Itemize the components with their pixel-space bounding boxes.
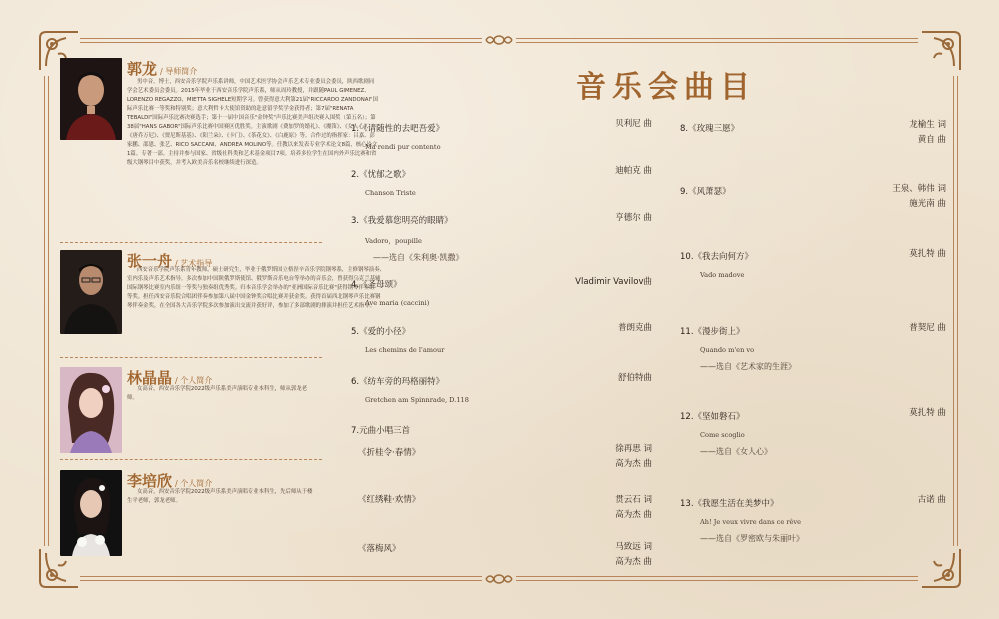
piece-title: 《红绣鞋·欢情》 — [358, 495, 421, 505]
frame-top-line — [516, 38, 918, 39]
piece-title: 3.《我爱慕您明亮的眼睛》 — [351, 216, 453, 226]
profile-bio: 西安音乐学院声乐系青年教师，硕士研究生，毕业于俄罗斯国立格涅辛音乐学院钢琴系，主修钢琴演奏、室内乐及声乐艺术指导。多次参加中国陕俄罗斯使馆、俄罗斯音乐电台等举办的音乐会，曾获得乌克兰基辅国际钢琴比赛室内乐组一等奖与独奏组优秀奖。归本音乐学会举办的"亚洲国际音乐比赛"获得钢琴伴奏组一等奖。担任西安音乐院合唱团伴奏参加第八届中国金钟奖合唱比赛并获金奖。获得首届西北钢琴声乐比赛钢琴伴奏金奖。在全国各大音乐学院多次参加演出交流并获好评，参加了多部歌剧的排演并担任艺术指导。 — [127, 267, 385, 309]
portrait-photo — [60, 58, 122, 140]
frame-bottom-line — [516, 580, 918, 581]
piece-title: 10.《我去向何方》 — [680, 252, 754, 262]
frame-bottom-line — [80, 576, 482, 577]
piece-original-title: Les chemins de l'amour — [365, 346, 445, 354]
piece-credit: 普契尼 曲 — [909, 323, 946, 333]
profile-role: / 个人简介 — [175, 479, 213, 488]
program-item — [351, 122, 551, 151]
piece-credit: 莫扎特 曲 — [909, 408, 946, 418]
profile-guo-long — [60, 58, 378, 238]
piece-title: 11.《漫步街上》 — [680, 327, 745, 337]
program-item — [358, 493, 558, 505]
piece-credit: 莫扎特 曲 — [909, 249, 946, 259]
piece-original-title: Ave maria (caccini) — [365, 299, 430, 307]
program-item — [351, 325, 551, 354]
piece-credit: 古诺 曲 — [917, 495, 946, 505]
center-ornament-icon — [484, 32, 514, 46]
piece-original-title: Quando m'en vo — [700, 346, 755, 354]
piece-original-title: Ah! Je veux vivre dans ce rêve — [700, 518, 802, 526]
frame-top-line — [80, 38, 482, 39]
program-item — [351, 375, 551, 404]
frame-top-line — [80, 42, 482, 43]
profile-name: 李培欣 — [127, 472, 173, 490]
piece-credit: Vladimir Vavilov曲 — [575, 277, 652, 287]
frame-bottom-line — [516, 576, 918, 577]
profile-name: 郭龙 — [127, 60, 158, 78]
piece-title: 6.《纺车旁的玛格丽特》 — [351, 377, 445, 387]
piece-credit: 舒伯特曲 — [617, 373, 652, 383]
name-row — [127, 58, 197, 79]
program-item — [351, 278, 551, 307]
piece-title: 4.《圣母颂》 — [351, 280, 402, 290]
piece-source: ——选自《罗密欧与朱丽叶》 — [700, 534, 804, 543]
piece-title: 《落梅风》 — [358, 544, 401, 554]
piece-credit: 贝利尼 曲 — [615, 119, 652, 129]
piece-original-title: Vado madove — [700, 271, 745, 279]
piece-credit: 普朗克曲 — [617, 323, 652, 333]
profile-li-peixin — [60, 470, 322, 556]
section-divider — [60, 459, 322, 460]
piece-credit: 王泉、韩伟 词 施光南 曲 — [892, 184, 946, 209]
piece-credit: 徐再思 词 高为杰 曲 — [615, 444, 652, 469]
piece-title: 2.《忧郁之歌》 — [351, 170, 411, 180]
frame-top-line — [516, 42, 918, 43]
piece-title: 13.《我愿生活在美梦中》 — [680, 499, 779, 509]
frame-bottom-line — [80, 580, 482, 581]
piece-original-title: Gretchen am Spinnrade, D.118 — [365, 396, 469, 404]
frame-right-line — [953, 76, 954, 546]
piece-credit: 亨德尔 曲 — [615, 213, 652, 223]
section-divider — [60, 242, 322, 243]
profile-role: / 导师简介 — [160, 67, 198, 76]
piece-title: 9.《风萧瑟》 — [680, 187, 731, 197]
piece-title: 5.《爱的小径》 — [351, 327, 411, 337]
frame-left-line — [44, 76, 45, 546]
frame-right-line — [957, 76, 958, 546]
piece-credit: 马致远 词 高为杰 曲 — [615, 542, 652, 567]
profile-name: 林晶晶 — [127, 369, 173, 387]
program-item — [680, 122, 860, 134]
frame-left-line — [48, 76, 49, 546]
program-item — [351, 168, 551, 197]
piece-title: 1.《请随性的去吧吾爱》 — [351, 124, 445, 134]
piece-credit: 迪帕克 曲 — [615, 166, 652, 176]
piece-credit: 龙榆生 词 黄自 曲 — [909, 120, 946, 145]
program-item — [351, 424, 551, 436]
profile-bio: 女高音，西安音乐学院2022级声乐系美声演唱专业本科生，先后师从于楼生平老师，郭龙老师。 — [127, 489, 313, 504]
piece-source: ——选自《女人心》 — [700, 447, 772, 456]
profile-role: / 艺术指导 — [175, 259, 213, 268]
profile-lin-jingjing — [60, 367, 322, 453]
piece-source: ——选自《艺术家的生涯》 — [700, 362, 796, 371]
corner-ornament-icon — [918, 545, 964, 591]
piece-original-title: Vadoro，poupille — [365, 237, 422, 245]
portrait-photo — [60, 250, 122, 334]
program-item — [358, 446, 558, 458]
portrait-photo — [60, 367, 122, 453]
piece-title: 12.《坚如磐石》 — [680, 412, 745, 422]
piece-title: 《折桂令·春情》 — [358, 448, 421, 458]
piece-source: ——选自《朱利奥·凯撒》 — [373, 253, 464, 262]
center-ornament-icon — [484, 571, 514, 585]
piece-title: 8.《玫瑰三愿》 — [680, 124, 740, 134]
piece-credit: 贯云石 词 高为杰 曲 — [615, 495, 652, 520]
profile-bio: 男中音，博士，西安音乐学院声乐系讲师，中国艺术医学协会声乐艺术专业委员会委员，陕西歌剧同学会艺术委员会委员。2015年毕业于西安音乐学院声乐系，师从周玲教授，并跟随PAUL GIMENEZ、LORENZO REGAZZO、MIETTA SIGHELE短期学习。曾获得意大利第21届"RICCARDO ZANDONAI"国际声乐比赛一等奖和特别奖；意大利哲卡大使馆资助的赴意留学奖学金获得者；第7届"RENATA TEBALDI"国际声乐比赛决赛选手；第十一届中国音乐"金钟奖"声乐比赛美声组决赛入围奖（第五名）；第38届"HANS GABOR"国际声乐比赛中国赛区优胜奖。主演歌剧《费加罗的婚礼》、《魔笛》、《女人心》、《唐乔万尼》、《贾尼斯基基》、《阳兰朵》、《卡门》、《茶花女》、《白鹿原》等。合作过的指挥家：吕嘉、彭家鹏、邵恩、张艺、RICO SACCANI、ANDREA MOLINO等。任教以来发表专业学术论文8篇，核心论文1篇。专著一部。主持并参与国家、省级社科类和艺术基金项目7项。培养多位学生在国内外声乐比赛和省级大钢琴目中获奖，并考入欧美音乐名校继续进行深造。 — [127, 79, 378, 166]
program-item — [358, 542, 558, 554]
piece-original-title: Come scoglio — [700, 431, 745, 439]
program-title: 音乐会曲目 — [576, 70, 756, 105]
section-divider — [60, 357, 322, 358]
profile-name: 张一舟 — [127, 252, 173, 270]
corner-ornament-icon — [918, 28, 964, 74]
program-item — [680, 250, 860, 279]
profile-bio: 女高音，西安音乐学院2022级声乐系美声演唱专业本科生，师从郭龙老师。 — [127, 386, 308, 401]
piece-original-title: Ma rendi pur contento — [365, 143, 441, 151]
profile-role: / 个人简介 — [175, 376, 213, 385]
program-item — [351, 214, 571, 263]
piece-title: 7.元曲小唱三首 — [351, 426, 411, 436]
portrait-photo — [60, 470, 122, 556]
piece-original-title: Chanson Triste — [365, 189, 416, 197]
